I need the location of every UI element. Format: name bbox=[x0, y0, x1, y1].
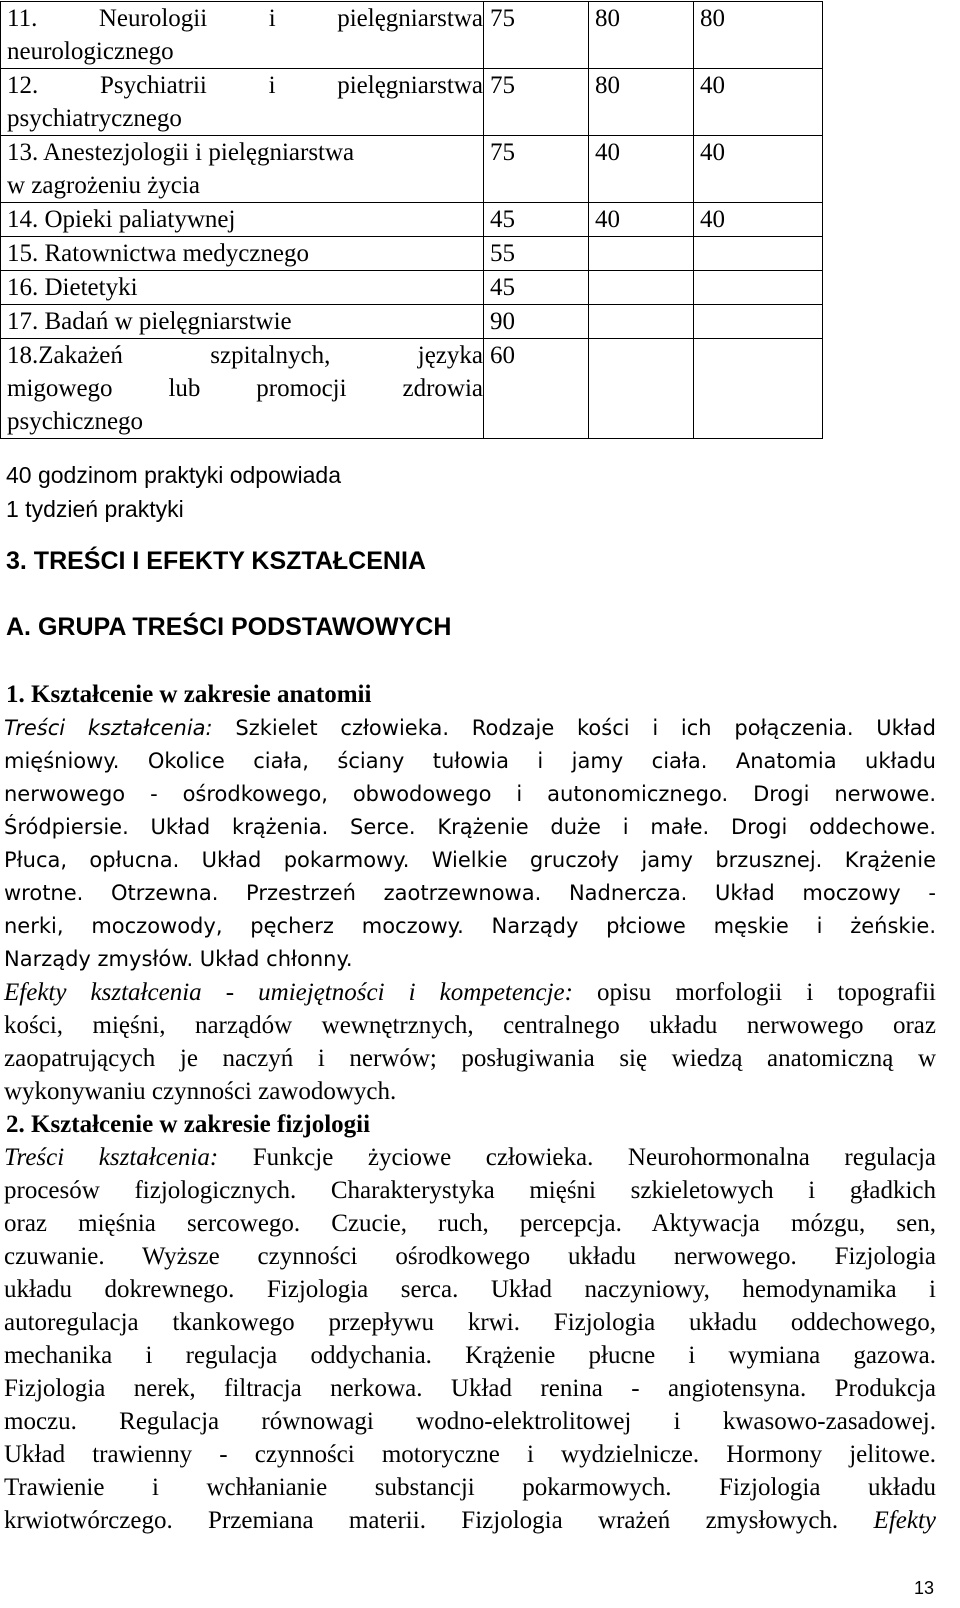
hours-cell-1: 90 bbox=[484, 305, 589, 339]
text-line: oraz mięśnia sercowego. Czucie, ruch, percepcja. Aktywacja mózgu, sen, bbox=[4, 1210, 936, 1237]
subject-name-cell bbox=[1, 339, 484, 439]
table-row bbox=[1, 136, 823, 203]
text-line: Układ trawienny - czynności motoryczne i wydzielnicze. Hormony jelitowe. bbox=[4, 1441, 936, 1468]
text-line: mechanika i regulacja oddychania. Krążenie płucne i wymiana gazowa. bbox=[4, 1342, 936, 1369]
table-row bbox=[1, 203, 823, 237]
section-heading: 3. TREŚCI I EFEKTY KSZTAŁCENIA bbox=[6, 547, 426, 575]
subject-name-line: 17. Badań w pielęgniarstwie bbox=[7, 308, 292, 335]
text-span: krwiotwórczego. Przemiana materii. Fizjologia wrażeń zmysłowych. bbox=[4, 1507, 839, 1534]
text-line: mięśniowy. Okolice ciała, ściany tułowia i jamy ciała. Anatomia układu bbox=[4, 749, 936, 773]
subject-name-cell bbox=[1, 69, 484, 136]
subject-name-line: psychicznego bbox=[7, 408, 144, 435]
content-label: Treści kształcenia: bbox=[4, 716, 213, 740]
text-span: Funkcje życiowe człowieka. Neurohormonalna regulacja bbox=[218, 1144, 936, 1171]
anatomy-content-paragraph bbox=[4, 712, 936, 976]
subject-name-line: 14. Opieki paliatywnej bbox=[7, 206, 236, 233]
hours-cell-3 bbox=[694, 339, 823, 439]
text-line: autoregulacja tkankowego przepływu krwi. Fizjologia układu oddechowego, bbox=[4, 1309, 936, 1336]
text-line: nerki, moczowody, pęcherz moczowy. Narządy płciowe męskie i żeńskie. bbox=[4, 914, 936, 938]
hours-cell-1: 75 bbox=[484, 69, 589, 136]
text-line: Płuca, opłucna. Układ pokarmowy. Wielkie gruczoły jamy brzusznej. Krążenie bbox=[4, 848, 936, 872]
hours-cell-2: 80 bbox=[589, 69, 694, 136]
hours-cell-2 bbox=[589, 237, 694, 271]
text-line: procesów fizjologicznych. Charakterystyka mięśni szkieletowych i gładkich bbox=[4, 1177, 936, 1204]
subject-name-line: 16. Dietetyki bbox=[7, 274, 138, 301]
subject-name-line: 13. Anestezjologii i pielęgniarstwa bbox=[7, 139, 355, 166]
effects-label: Efekty kształcenia - umiejętności i kompetencje: bbox=[4, 979, 573, 1006]
subject-name-line: 15. Ratownictwa medycznego bbox=[7, 240, 309, 267]
subject-name-line: migowego lub promocji zdrowia bbox=[7, 375, 483, 402]
table-row bbox=[1, 305, 823, 339]
text-span: opisu morfologii i topografii bbox=[572, 979, 936, 1006]
text-line: Trawienie i wchłanianie substancji pokarmowych. Fizjologia układu bbox=[4, 1474, 936, 1501]
hours-cell-2 bbox=[589, 305, 694, 339]
hours-cell-3: 40 bbox=[694, 203, 823, 237]
text-line: czuwanie. Wyższe czynności ośrodkowego układu nerwowego. Fizjologia bbox=[4, 1243, 936, 1270]
subject-name-cell bbox=[1, 203, 484, 237]
hours-cell-3: 80 bbox=[694, 2, 823, 69]
hours-cell-3 bbox=[694, 305, 823, 339]
subject-name-line: 11. Neurologii i pielęgniarstwa bbox=[7, 5, 483, 32]
hours-cell-2: 40 bbox=[589, 203, 694, 237]
hours-table bbox=[0, 1, 823, 439]
table-row bbox=[1, 339, 823, 439]
hours-cell-1: 60 bbox=[484, 339, 589, 439]
subject-name-line: neurologicznego bbox=[7, 38, 174, 65]
trailing-effects-label: Efekty bbox=[873, 1507, 936, 1534]
hours-cell-1: 45 bbox=[484, 271, 589, 305]
subject-name-cell bbox=[1, 136, 484, 203]
hours-cell-1: 45 bbox=[484, 203, 589, 237]
hours-cell-3 bbox=[694, 237, 823, 271]
text-line bbox=[4, 1141, 936, 1174]
content-label: Treści kształcenia: bbox=[4, 1144, 219, 1171]
text-line: zaopatrujących je naczyń i nerwów; posługiwania się wiedzą anatomiczną w bbox=[4, 1045, 936, 1072]
text-line bbox=[4, 976, 936, 1009]
subject-name-cell bbox=[1, 2, 484, 69]
hours-cell-2 bbox=[589, 271, 694, 305]
hours-cell-3: 40 bbox=[694, 69, 823, 136]
hours-cell-1: 75 bbox=[484, 136, 589, 203]
subject-name-line: psychiatrycznego bbox=[7, 105, 182, 132]
group-heading: A. GRUPA TREŚCI PODSTAWOWYCH bbox=[6, 613, 452, 641]
physiology-content-paragraph bbox=[4, 1141, 936, 1537]
text-line bbox=[4, 712, 936, 745]
note-line: 40 godzinom praktyki odpowiada bbox=[6, 462, 341, 488]
subject-name-cell bbox=[1, 305, 484, 339]
anatomy-effects-paragraph bbox=[4, 976, 936, 1108]
subject-name-line: w zagrożeniu życia bbox=[7, 172, 200, 199]
table-row bbox=[1, 2, 823, 69]
page-number: 13 bbox=[913, 1578, 934, 1598]
hours-cell-1: 75 bbox=[484, 2, 589, 69]
subject-name-line: 18.Zakażeń szpitalnych, języka bbox=[7, 342, 483, 369]
table-row bbox=[1, 271, 823, 305]
subject-name-cell bbox=[1, 271, 484, 305]
text-line: moczu. Regulacja równowagi wodno-elektrolitowej i kwasowo-zasadowej. bbox=[4, 1408, 936, 1435]
text-line: układu dokrewnego. Fizjologia serca. Układ naczyniowy, hemodynamika i bbox=[4, 1276, 936, 1303]
text-line: Śródpiersie. Układ krążenia. Serce. Krążenie duże i małe. Drogi oddechowe. bbox=[4, 815, 936, 839]
text-line: wrotne. Otrzewna. Przestrzeń zaotrzewnowa. Nadnercza. Układ moczowy - bbox=[4, 881, 936, 905]
hours-cell-2 bbox=[589, 339, 694, 439]
hours-cell-1: 55 bbox=[484, 237, 589, 271]
subject-name-cell bbox=[1, 237, 484, 271]
text-line: nerwowego - ośrodkowego, obwodowego i autonomicznego. Drogi nerwowe. bbox=[4, 782, 936, 806]
hours-cell-3 bbox=[694, 271, 823, 305]
subject-name-line: 12. Psychiatrii i pielęgniarstwa bbox=[7, 72, 483, 99]
text-line: kości, mięśni, narządów wewnętrznych, centralnego układu nerwowego oraz bbox=[4, 1012, 936, 1039]
text-line bbox=[4, 1504, 936, 1537]
subsection-heading-physiology: 2. Kształcenie w zakresie fizjologii bbox=[6, 1111, 371, 1138]
practice-note bbox=[6, 458, 956, 526]
note-line: 1 tydzień praktyki bbox=[6, 496, 184, 522]
subsection-heading-anatomy: 1. Kształcenie w zakresie anatomii bbox=[6, 681, 372, 708]
table-row bbox=[1, 237, 823, 271]
text-line: wykonywaniu czynności zawodowych. bbox=[4, 1078, 397, 1105]
text-line: Fizjologia nerek, filtracja nerkowa. Układ renina - angiotensyna. Produkcja bbox=[4, 1375, 936, 1402]
text-span: Szkielet człowieka. Rodzaje kości i ich połączenia. Układ bbox=[212, 716, 937, 740]
hours-cell-2: 40 bbox=[589, 136, 694, 203]
table-row bbox=[1, 69, 823, 136]
hours-cell-2: 80 bbox=[589, 2, 694, 69]
text-line: Narządy zmysłów. Układ chłonny. bbox=[4, 947, 353, 971]
hours-cell-3: 40 bbox=[694, 136, 823, 203]
